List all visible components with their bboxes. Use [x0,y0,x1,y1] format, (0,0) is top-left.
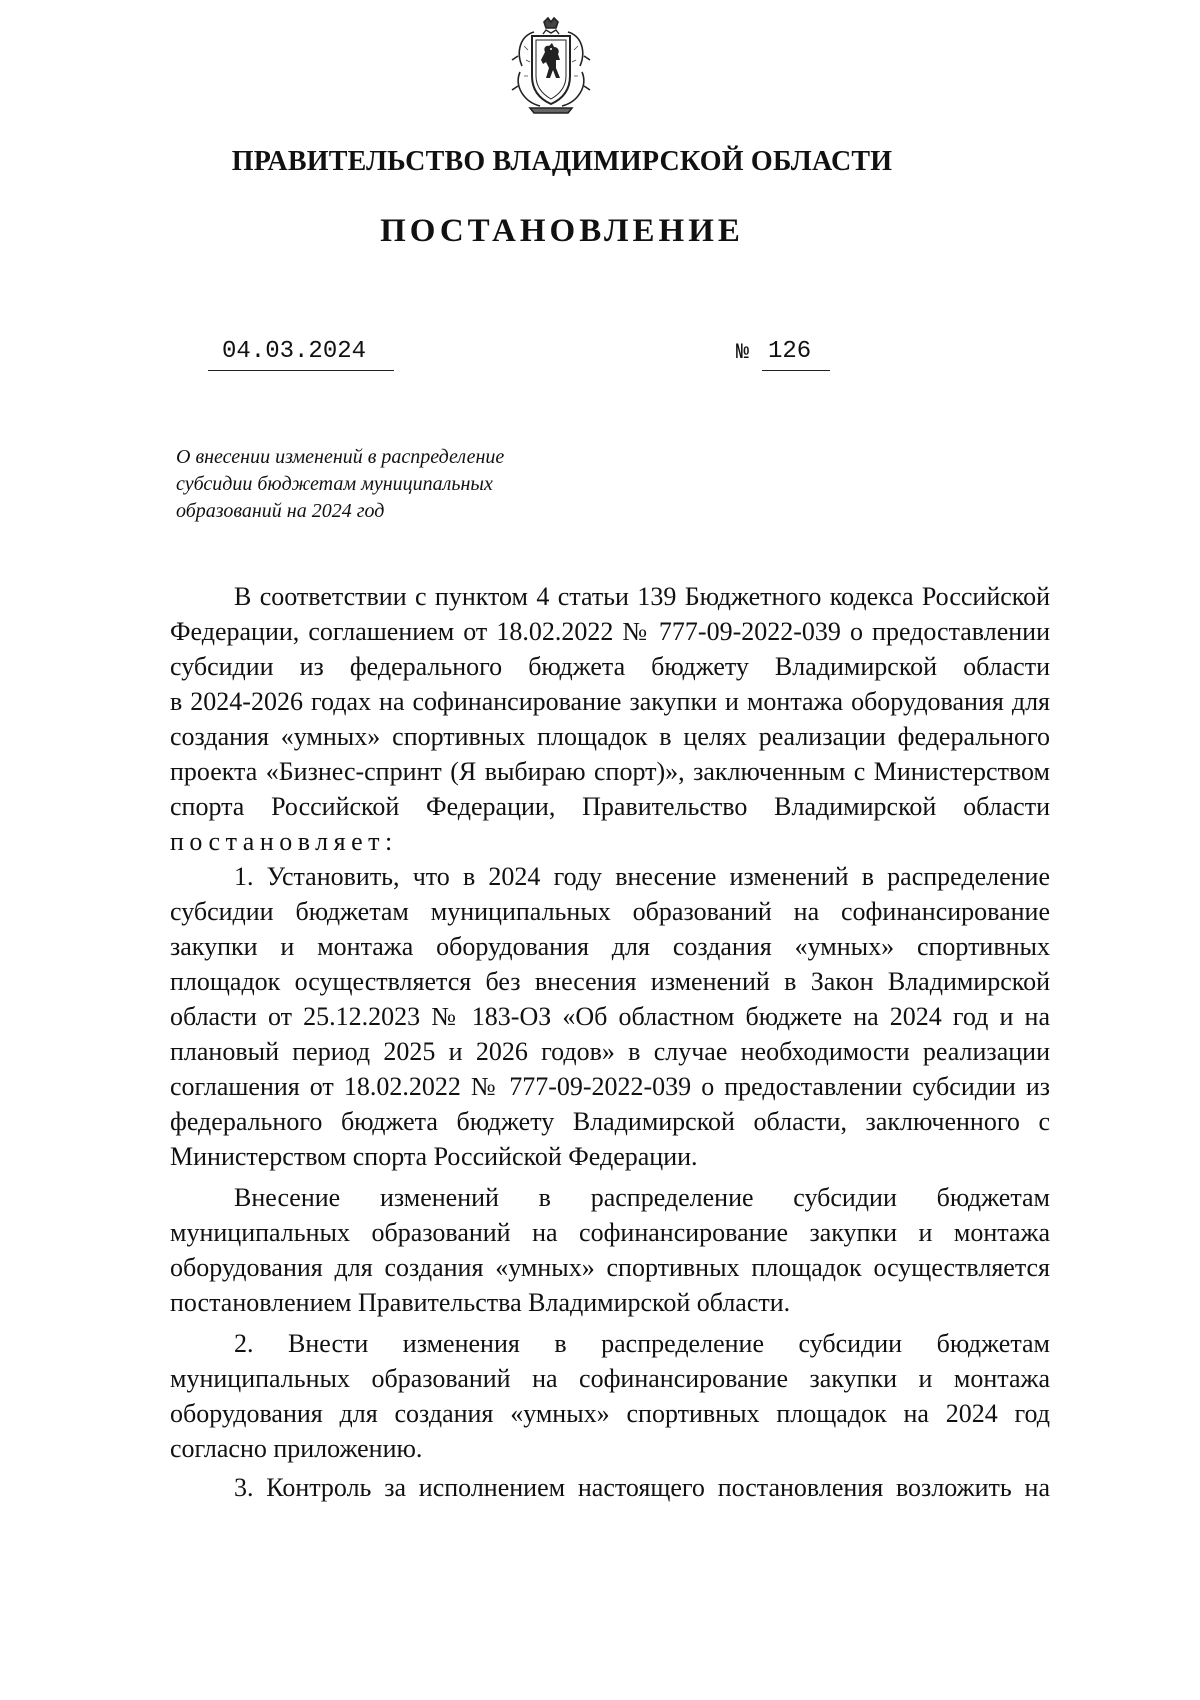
text-line: муниципальных образований на софинансирование закупки и монтажа [170,1218,1050,1247]
text-line: плановый период 2025 и 2026 годов» в случае необходимости реализации [170,1037,1050,1066]
text-line: оборудования для создания «умных» спортивных площадок осуществляется [170,1253,1050,1282]
text-line: субсидии бюджетам муниципальных образований на софинансирование [170,897,1050,926]
text-line: субсидии из федерального бюджета бюджету Владимирской области [170,652,1050,681]
text-line: 3. Контроль за исполнением настоящего постановления возложить на [234,1473,1050,1502]
preamble-paragraph [170,579,1050,859]
organization-title: ПРАВИТЕЛЬСТВО ВЛАДИМИРСКОЙ ОБЛАСТИ [231,146,893,177]
text-line: в 2024-2026 годах на софинансирование закупки и монтажа оборудования для [170,687,1050,716]
subject-line: образований на 2024 год [176,500,385,522]
document-type-title: ПОСТАНОВЛЕНИЕ [380,213,744,249]
text-line: 2. Внести изменения в распределение субсидии бюджетам [234,1329,1050,1358]
subject-line: О внесении изменений в распределение [176,446,505,468]
document-body [170,579,1050,1505]
document-subject [176,444,576,525]
text-line: муниципальных образований на софинансирование закупки и монтажа [170,1364,1050,1393]
text-line: области от 25.12.2023 № 183-ОЗ «Об областном бюджете на 2024 год и на [170,1002,1050,1031]
item-1-continuation-paragraph [170,1180,1050,1320]
text-line: закупки и монтажа оборудования для создания «умных» спортивных [170,932,1050,961]
text-line: соглашения от 18.02.2022 № 777-09-2022-039 о предоставлении субсидии из [170,1072,1050,1101]
text-line: площадок осуществляется без внесения изменений в Закон Владимирской [170,967,1050,996]
text-line: создания «умных» спортивных площадок в целях реализации федерального [170,722,1050,751]
text-line: спорта Российской Федерации, Правительство Владимирской области [170,792,1050,821]
coat-of-arms-emblem [510,16,592,116]
item-2-paragraph [170,1326,1050,1466]
text-line: оборудования для создания «умных» спортивных площадок на 2024 год [170,1399,1050,1428]
item-1-paragraph [170,859,1050,1174]
document-date: 04.03.2024 [208,338,394,371]
text-line: постановлением Правительства Владимирской области. [170,1288,791,1317]
item-3-paragraph [170,1470,1050,1505]
text-line: федерального бюджета бюджету Владимирской области, заключенного с [170,1107,1050,1136]
number-sign: № [736,340,750,365]
text-line: 1. Установить, что в 2024 году внесение изменений в распределение [234,862,1050,891]
text-line: постановляет: [170,827,398,856]
text-line: проекта «Бизнес-спринт (Я выбираю спорт)», заключенным с Министерством [170,757,1050,786]
text-line: Внесение изменений в распределение субсидии бюджетам [234,1183,1050,1212]
text-line: Федерации, соглашением от 18.02.2022 № 777-09-2022-039 о предоставлении [170,617,1050,646]
document-number: 126 [762,338,830,371]
subject-line: субсидии бюджетам муниципальных [176,473,493,495]
text-line: В соответствии с пунктом 4 статьи 139 Бюджетного кодекса Российской [234,582,1050,611]
text-line: согласно приложению. [170,1434,423,1463]
text-line: Министерством спорта Российской Федерации. [170,1142,698,1171]
